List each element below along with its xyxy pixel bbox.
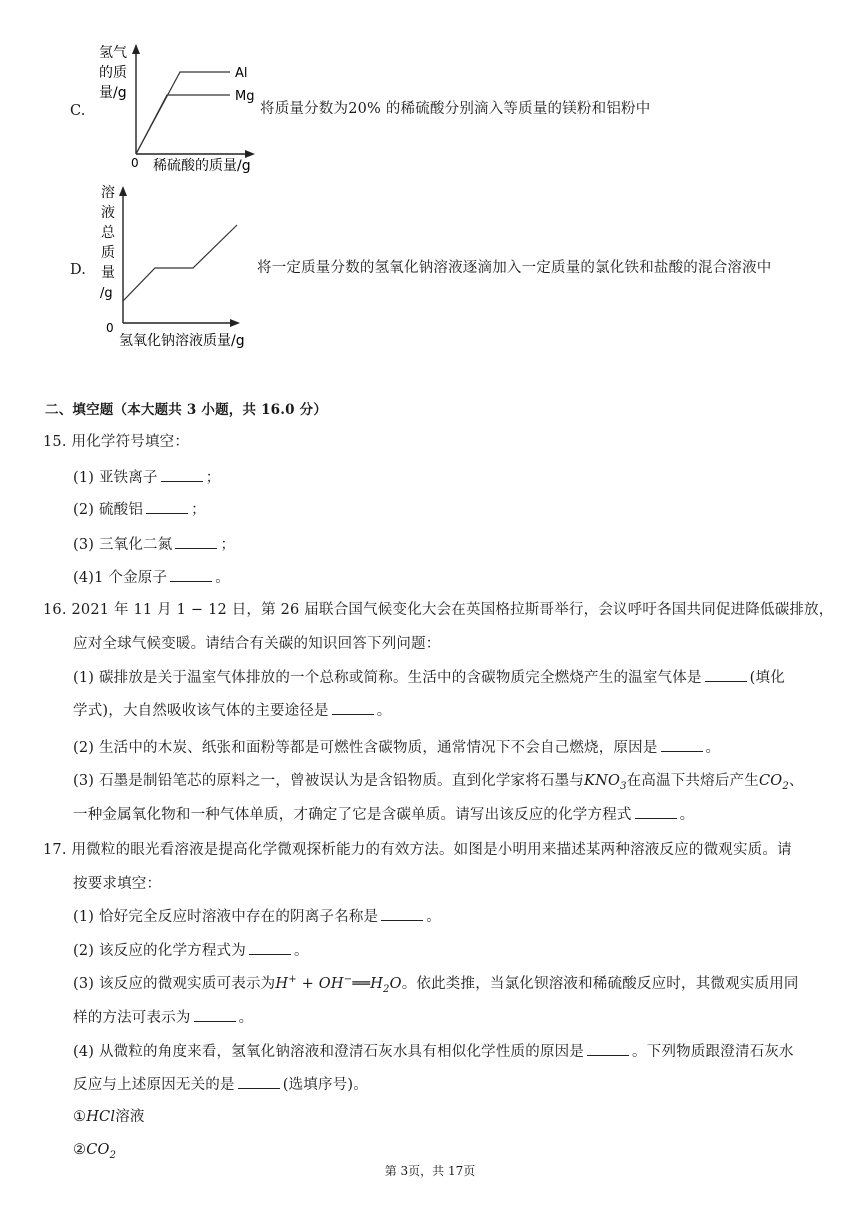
- graph-d-ylabel-3: 总: [101, 225, 115, 241]
- graph-d-line: [123, 225, 237, 301]
- q16-p1-text-3: 学式)，大自然吸收该气体的主要途径是: [73, 703, 329, 719]
- q16-p3-comma: 、: [788, 773, 804, 789]
- q16-part-1: [73, 668, 785, 688]
- graph-c-origin: 0: [131, 156, 139, 170]
- answer-blank[interactable]: [175, 535, 217, 549]
- q17-p2-end: 。: [293, 943, 309, 959]
- q16-part-1-cont: [73, 701, 391, 721]
- graph-c-ylabel-2: 的质: [99, 65, 127, 81]
- graph-d-ylabel-4: 质: [101, 245, 115, 261]
- q17-p1-end: 。: [426, 909, 441, 925]
- graph-c-label-al: Al: [235, 66, 248, 81]
- q16-p1-text-2: (填化: [749, 670, 785, 686]
- answer-blank[interactable]: [661, 738, 703, 752]
- kno3-formula: $KNO_3$: [584, 773, 627, 792]
- option-2-mark: ②: [73, 1142, 87, 1158]
- q16-p1-text: (1) 碳排放是关于温室气体排放的一个总称或简称。生活中的含碳物质完全燃烧产生的温室气体是: [73, 670, 702, 686]
- graph-c-y-arrow: [132, 44, 140, 54]
- q15-question: [43, 432, 189, 452]
- q15-item-1-text: (1) 亚铁离子: [73, 470, 158, 486]
- answer-blank[interactable]: [170, 568, 212, 582]
- answer-blank[interactable]: [249, 941, 291, 955]
- q17-p3-end: 。: [238, 1010, 254, 1026]
- q17-part-1: [73, 907, 441, 927]
- answer-blank[interactable]: [161, 468, 203, 482]
- q17-line-2: 按要求填空：: [73, 876, 162, 892]
- graph-d-xlabel: 氢氧化钠溶液质量/g: [119, 333, 245, 349]
- graph-c-xlabel: 稀硫酸的质量/g: [153, 158, 251, 174]
- q17-option-1: [73, 1107, 145, 1127]
- q15-item-3: [73, 535, 235, 555]
- q17-p2-text: (2) 该反应的化学方程式为: [73, 943, 246, 959]
- co2-formula: $CO_2$: [86, 1142, 117, 1161]
- option-1-mark: ①: [73, 1109, 87, 1125]
- q16-line1-text: 2021 年 11 月 1 − 12 日，第 26 届联合国气候变化大会在英国格拉斯哥举行，会议呼吁各国共同促进降低碳排放，: [71, 602, 834, 618]
- q16-part-3-cont: [73, 805, 694, 825]
- q16-line-1: [43, 600, 834, 620]
- graph-d-x-arrow: [230, 319, 240, 327]
- q16-p3-text-3: 一种金属氧化物和一种气体单质，才确定了它是含碳单质。请写出该反应的化学方程式: [73, 807, 632, 823]
- q15-item-2-text: (2) 硫酸铝: [73, 502, 144, 518]
- graph-c-label-mg: Mg: [235, 89, 255, 104]
- answer-blank[interactable]: [381, 907, 423, 921]
- page-footer: 第 3页，共 17页: [384, 1164, 476, 1178]
- q17-p4-text: (4) 从微粒的角度来看，氢氧化钠溶液和澄清石灰水具有相似化学性质的原因是: [73, 1044, 585, 1060]
- answer-blank[interactable]: [587, 1042, 629, 1056]
- q17-option-2: [73, 1140, 116, 1160]
- q15-item-1: [73, 468, 220, 488]
- graph-c-ylabel-1: 氢气: [99, 45, 127, 61]
- q17-p3-text-2: 。依此类推，当氯化钡溶液和稀硫酸反应时，其微观实质用同: [401, 976, 799, 992]
- graph-d-origin: 0: [106, 321, 114, 335]
- q16-p3-text-2: 在高温下共熔后产生: [626, 773, 759, 789]
- graph-d-y-arrow: [119, 186, 127, 196]
- q17-part-4-cont: [73, 1075, 368, 1095]
- q15-stem: 用化学符号填空：: [71, 434, 190, 450]
- q17-number: 17.: [43, 842, 67, 858]
- section-title: 二、填空题（本大题共 3 小题，共 16.0 分）: [45, 402, 328, 418]
- option-1-text: 溶液: [115, 1109, 145, 1125]
- q17-p4-text-3: 反应与上述原因无关的是: [73, 1077, 235, 1093]
- q17-p3-text-3: 样的方法可表示为: [73, 1010, 191, 1026]
- option-c-graph: [95, 40, 265, 175]
- q15-item-4: [73, 568, 230, 588]
- graph-d-ylabel-2: 液: [101, 205, 115, 221]
- option-d-label: D.: [70, 262, 87, 278]
- q17-part-3: [73, 974, 799, 994]
- q15-item-4-end: 。: [215, 570, 230, 586]
- ionic-equation: $H^+ + OH^-══H_2O$: [275, 974, 402, 995]
- q15-item-2: [73, 500, 206, 520]
- q16-line-2: 应对全球气候变暖。请结合有关碳的知识回答下列问题：: [73, 636, 441, 652]
- q17-part-2: [73, 941, 309, 961]
- q16-p1-end: 。: [376, 703, 392, 719]
- answer-blank[interactable]: [635, 805, 677, 819]
- q15-number: 15.: [43, 434, 67, 450]
- q16-p3-end: 。: [679, 807, 695, 823]
- q16-p3-text: (3) 石墨是制铅笔芯的原料之一，曾被误认为是含铅物质。直到化学家将石墨与: [73, 773, 585, 789]
- q16-part-2: [73, 738, 720, 758]
- co2-formula: $CO_2$: [758, 773, 789, 792]
- q16-part-3: [73, 771, 804, 791]
- graph-d-ylabel-5: 量: [101, 265, 115, 281]
- option-d-graph: [95, 180, 265, 355]
- answer-blank[interactable]: [705, 668, 747, 682]
- option-c-label: C.: [70, 103, 86, 119]
- q17-part-4: [73, 1042, 794, 1062]
- q15-item-3-end: ；: [220, 537, 236, 553]
- q17-part-3-cont: [73, 1008, 253, 1028]
- q15-item-3-text: (3) 三氧化二氮: [73, 537, 173, 553]
- q15-item-1-end: ；: [205, 470, 221, 486]
- option-d-description: 将一定质量分数的氢氧化钠溶液逐滴加入一定质量的氯化铁和盐酸的混合溶液中: [257, 260, 772, 276]
- answer-blank[interactable]: [238, 1075, 280, 1089]
- q16-number: 16.: [43, 602, 67, 618]
- q17-p1-text: (1) 恰好完全反应时溶液中存在的阴离子名称是: [73, 909, 379, 925]
- q15-item-2-end: ；: [191, 502, 206, 518]
- q15-item-4-text: (4)1 个金原子: [73, 570, 168, 586]
- answer-blank[interactable]: [332, 701, 374, 715]
- q16-p2-end: 。: [705, 740, 721, 756]
- graph-c-ylabel-3: 量/g: [99, 85, 127, 101]
- option-c-description: 将质量分数为20% 的稀硫酸分别滴入等质量的镁粉和铝粉中: [260, 101, 651, 117]
- graph-c-line-mg: [136, 95, 230, 154]
- q17-p4-text-2: 。下列物质跟澄清石灰水: [632, 1044, 794, 1060]
- answer-blank[interactable]: [194, 1008, 236, 1022]
- q17-p3-text: (3) 该反应的微观实质可表示为: [73, 976, 276, 992]
- answer-blank[interactable]: [146, 500, 188, 514]
- q17-line-1: [43, 840, 792, 860]
- graph-d-ylabel-1: 溶: [101, 185, 115, 201]
- graph-d-ylabel-6: /g: [100, 286, 113, 301]
- q17-line1-text: 用微粒的眼光看溶液是提高化学微观探析能力的有效方法。如图是小明用来描述某两种溶液反应的微观实质。请: [71, 842, 792, 858]
- graph-c-line-al: [136, 72, 230, 154]
- q16-p2-text: (2) 生活中的木炭、纸张和面粉等都是可燃性含碳物质，通常情况下不会自己燃烧，原因是: [73, 740, 658, 756]
- hcl-formula: HCl: [86, 1109, 116, 1125]
- graph-c-x-arrow: [245, 150, 255, 158]
- q17-p4-end: (选填序号)。: [282, 1077, 368, 1093]
